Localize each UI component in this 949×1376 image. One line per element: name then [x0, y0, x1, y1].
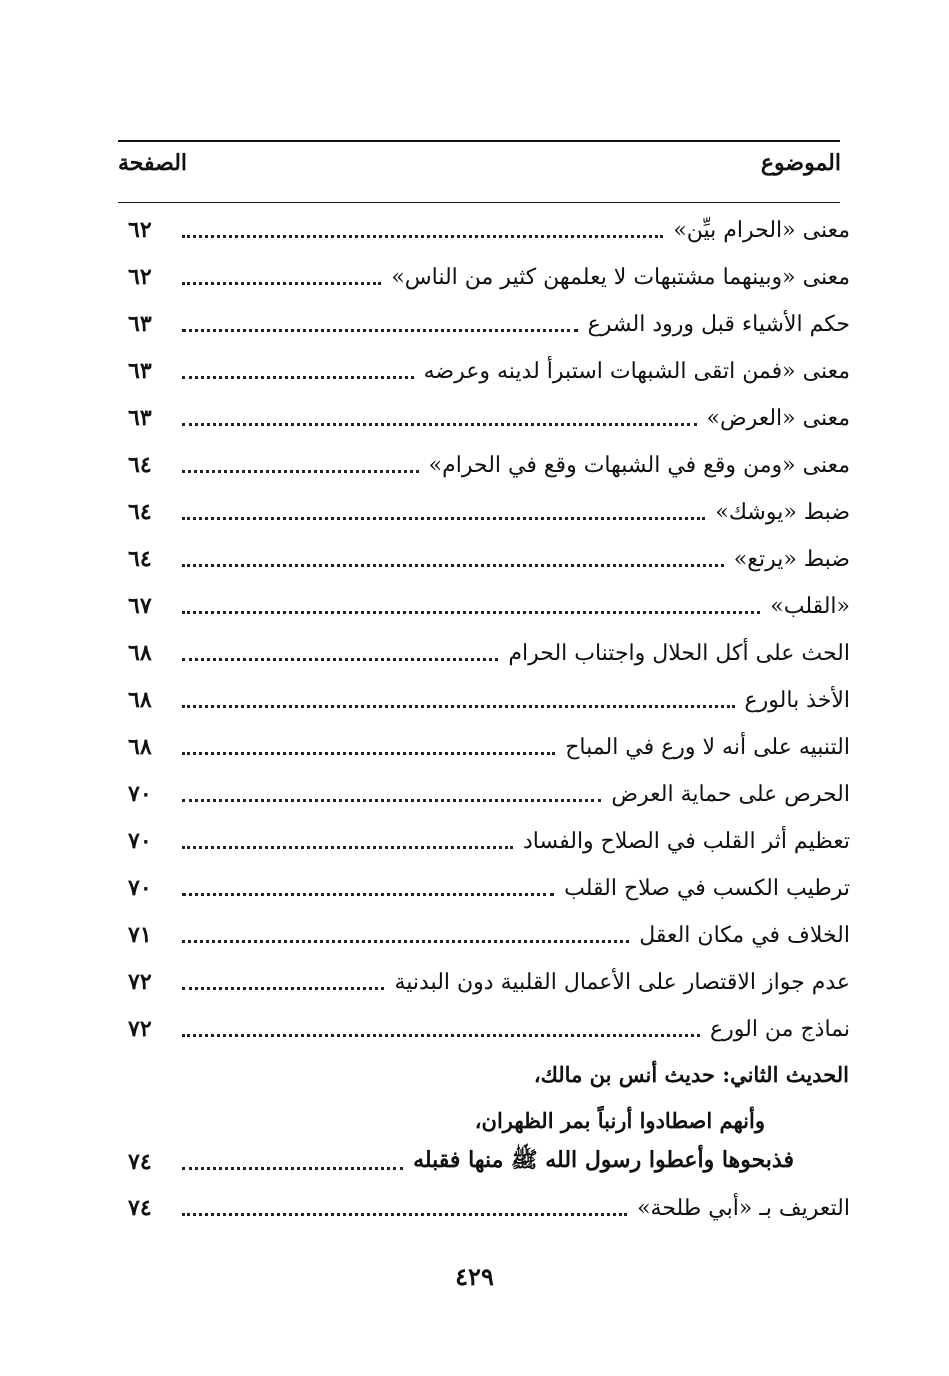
entry-title: معنى «الحرام بيِّن» [673, 217, 850, 243]
toc-entry [128, 257, 850, 297]
section-subline: وأنهم اصطادوا أرنباً بمر الظهران، [474, 1108, 765, 1133]
dot-leader [182, 1167, 403, 1170]
header-top-rule [118, 140, 840, 142]
entry-page: ٦٨ [128, 640, 152, 666]
dot-leader [182, 705, 735, 708]
dot-leader [182, 846, 513, 849]
topic-column-header: الموضوع [760, 150, 841, 176]
toc-entry [128, 445, 850, 485]
entry-title: معنى «العرض» [706, 405, 850, 431]
entry-title: عدم جواز الاقتصار على الأعمال القلبية دون البدنية [394, 969, 850, 995]
entry-page: ٦٨ [128, 687, 152, 713]
entry-page: ٧٢ [128, 1016, 152, 1042]
entry-title: حكم الأشياء قبل ورود الشرع [587, 311, 850, 337]
toc-entry [128, 633, 850, 673]
toc-entry [128, 680, 850, 720]
toc-entry [128, 492, 850, 532]
entry-title: ضبط «يرتع» [733, 546, 850, 572]
entry-page: ٧٤ [128, 1149, 152, 1175]
dot-leader [182, 376, 414, 379]
toc-entry [128, 210, 850, 250]
toc-entry [128, 539, 850, 579]
entry-page: ٧٠ [128, 828, 152, 854]
entry-page: ٦٣ [128, 405, 152, 431]
dot-leader [182, 329, 578, 332]
entry-page: ٧٠ [128, 875, 152, 901]
entry-title: الخلاف في مكان العقل [639, 922, 850, 948]
dot-leader [182, 1034, 700, 1037]
dot-leader [182, 517, 705, 520]
toc-entry [128, 351, 850, 391]
toc-entry [128, 1142, 850, 1182]
entry-title: معنى «ومن وقع في الشبهات وقع في الحرام» [428, 452, 850, 478]
dot-leader [182, 564, 724, 567]
entry-page: ٧٤ [128, 1195, 152, 1221]
entry-page: ٦٣ [128, 358, 152, 384]
entry-title: «القلب» [770, 593, 850, 619]
toc-entry [128, 821, 850, 861]
toc-entry [128, 868, 850, 908]
section-heading: الحديث الثاني: حديث أنس بن مالك، [533, 1062, 849, 1087]
toc-entry [128, 915, 850, 955]
toc-entry [128, 398, 850, 438]
dot-leader [182, 893, 554, 896]
entry-page: ٦٤ [128, 546, 152, 572]
entry-title: الحرص على حماية العرض [611, 781, 850, 807]
entry-title: التنبيه على أنه لا ورع في المباح [565, 734, 850, 760]
dot-leader [182, 470, 419, 473]
entry-title: معنى «وبينهما مشتبهات لا يعلمهن كثير من الناس» [391, 264, 850, 290]
entry-page: ٧٠ [128, 781, 152, 807]
entry-title: فذبحوها وأعطوا رسول الله ﷺ منها فقبله [413, 1147, 794, 1173]
entry-title: التعريف بـ «أبي طلحة» [637, 1195, 850, 1221]
entry-page: ٦٨ [128, 734, 152, 760]
entry-title: نماذج من الورع [710, 1016, 850, 1042]
dot-leader [182, 235, 663, 238]
dot-leader [182, 799, 601, 802]
entry-title: الحث على أكل الحلال واجتناب الحرام [508, 640, 850, 666]
entry-title: ضبط «يوشك» [715, 499, 850, 525]
toc-entry [128, 1009, 850, 1049]
entry-page: ٦٢ [128, 264, 152, 290]
entry-title: معنى «فمن اتقى الشبهات استبرأ لدينه وعرضه [423, 358, 850, 384]
dot-leader [182, 752, 555, 755]
toc-entry [128, 304, 850, 344]
entry-page: ٦٤ [128, 452, 152, 478]
entry-title: تعظيم أثر القلب في الصلاح والفساد [522, 828, 850, 854]
page-number: ٤٢٩ [455, 1262, 494, 1291]
toc-entry [128, 586, 850, 626]
entry-title: الأخذ بالورع [744, 687, 850, 713]
entry-page: ٧١ [128, 922, 152, 948]
toc-entry [128, 1188, 850, 1228]
dot-leader [182, 1213, 627, 1216]
entry-page: ٦٧ [128, 593, 152, 619]
dot-leader [182, 987, 384, 990]
entry-page: ٧٢ [128, 969, 152, 995]
dot-leader [182, 282, 381, 285]
toc-entry [128, 962, 850, 1002]
entry-title: ترطيب الكسب في صلاح القلب [564, 875, 850, 901]
dot-leader [182, 423, 697, 426]
dot-leader [182, 658, 498, 661]
dot-leader [182, 611, 760, 614]
dot-leader [182, 940, 629, 943]
toc-entry [128, 774, 850, 814]
entry-page: ٦٢ [128, 217, 152, 243]
entry-page: ٦٣ [128, 311, 152, 337]
page-column-header: الصفحة [118, 150, 188, 176]
toc-entry [128, 727, 850, 767]
header-bottom-rule [118, 202, 840, 203]
entry-page: ٦٤ [128, 499, 152, 525]
